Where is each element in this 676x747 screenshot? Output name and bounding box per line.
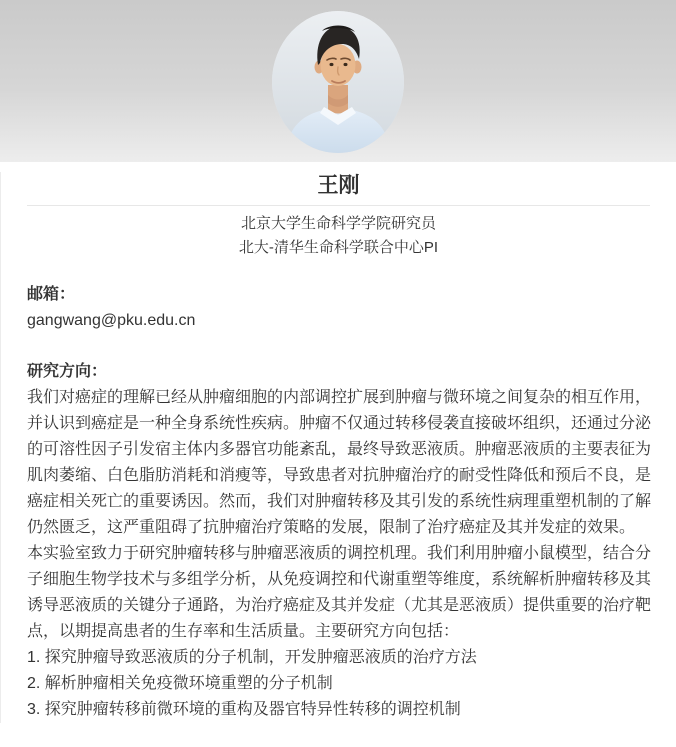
avatar: [272, 11, 404, 153]
identity-section: [1, 172, 676, 260]
profile-title-institution: 北京大学生命科学学院研究员: [240, 215, 436, 232]
profile-title-center: 北大-清华生命科学联合中心PI: [238, 239, 439, 256]
portrait-photo-icon: [272, 11, 404, 153]
research-list-item-1: 1. 探究肿瘤导致恶液质的分子机制，开发肿瘤恶液质的治疗方法: [27, 649, 477, 666]
research-list-item-2: 2. 解析肿瘤相关免疫微环境重塑的分子机制: [27, 675, 333, 692]
email-label: 邮箱：: [27, 286, 76, 303]
research-list-item-3: 3. 探究肿瘤转移前微环境的重构及器官特异性转移的调控机制: [27, 701, 461, 718]
profile-content: [1, 282, 676, 723]
research-paragraph-2: 本实验室致力于研究肿瘤转移与肿瘤恶液质的调控机理。我们利用肿瘤小鼠模型，结合分子细胞生物学技术与多组学分析，从免疫调控和代谢重塑等维度，系统解析肿瘤转移及其诱导恶液质的关键分子通路，为治疗癌症及其并发症（尤其是恶液质）提供重要的治疗靶点，以期提高患者的生存率和生活质量。主要研究方向包括：: [27, 545, 652, 640]
profile-name: 王刚: [317, 174, 360, 197]
research-direction-heading: 研究方向：: [27, 363, 108, 380]
name-divider: [27, 205, 650, 206]
profile-header: [0, 0, 676, 162]
research-paragraph-1: 我们对癌症的理解已经从肿瘤细胞的内部调控扩展到肿瘤与微环境之间复杂的相互作用，并认识到癌症是一种全身系统性疾病。肿瘤不仅通过转移侵袭直接破坏组织，还通过分泌的可溶性因子引发宿主体内多器官功能紊乱，最终导致恶液质。肿瘤恶液质的主要表征为肌肉萎缩、白色脂肪消耗和消瘦等，导致患者对抗肿瘤治疗的耐受性降低和预后不良，是癌症相关死亡的重要诱因。然而，我们对肿瘤转移及其引发的系统性病理重塑机制的了解仍然匮乏，这严重阻碍了抗肿瘤治疗策略的发展，限制了治疗癌症及其并发症的效果。: [27, 389, 652, 536]
email-value: gangwang@pku.edu.cn: [27, 312, 196, 329]
